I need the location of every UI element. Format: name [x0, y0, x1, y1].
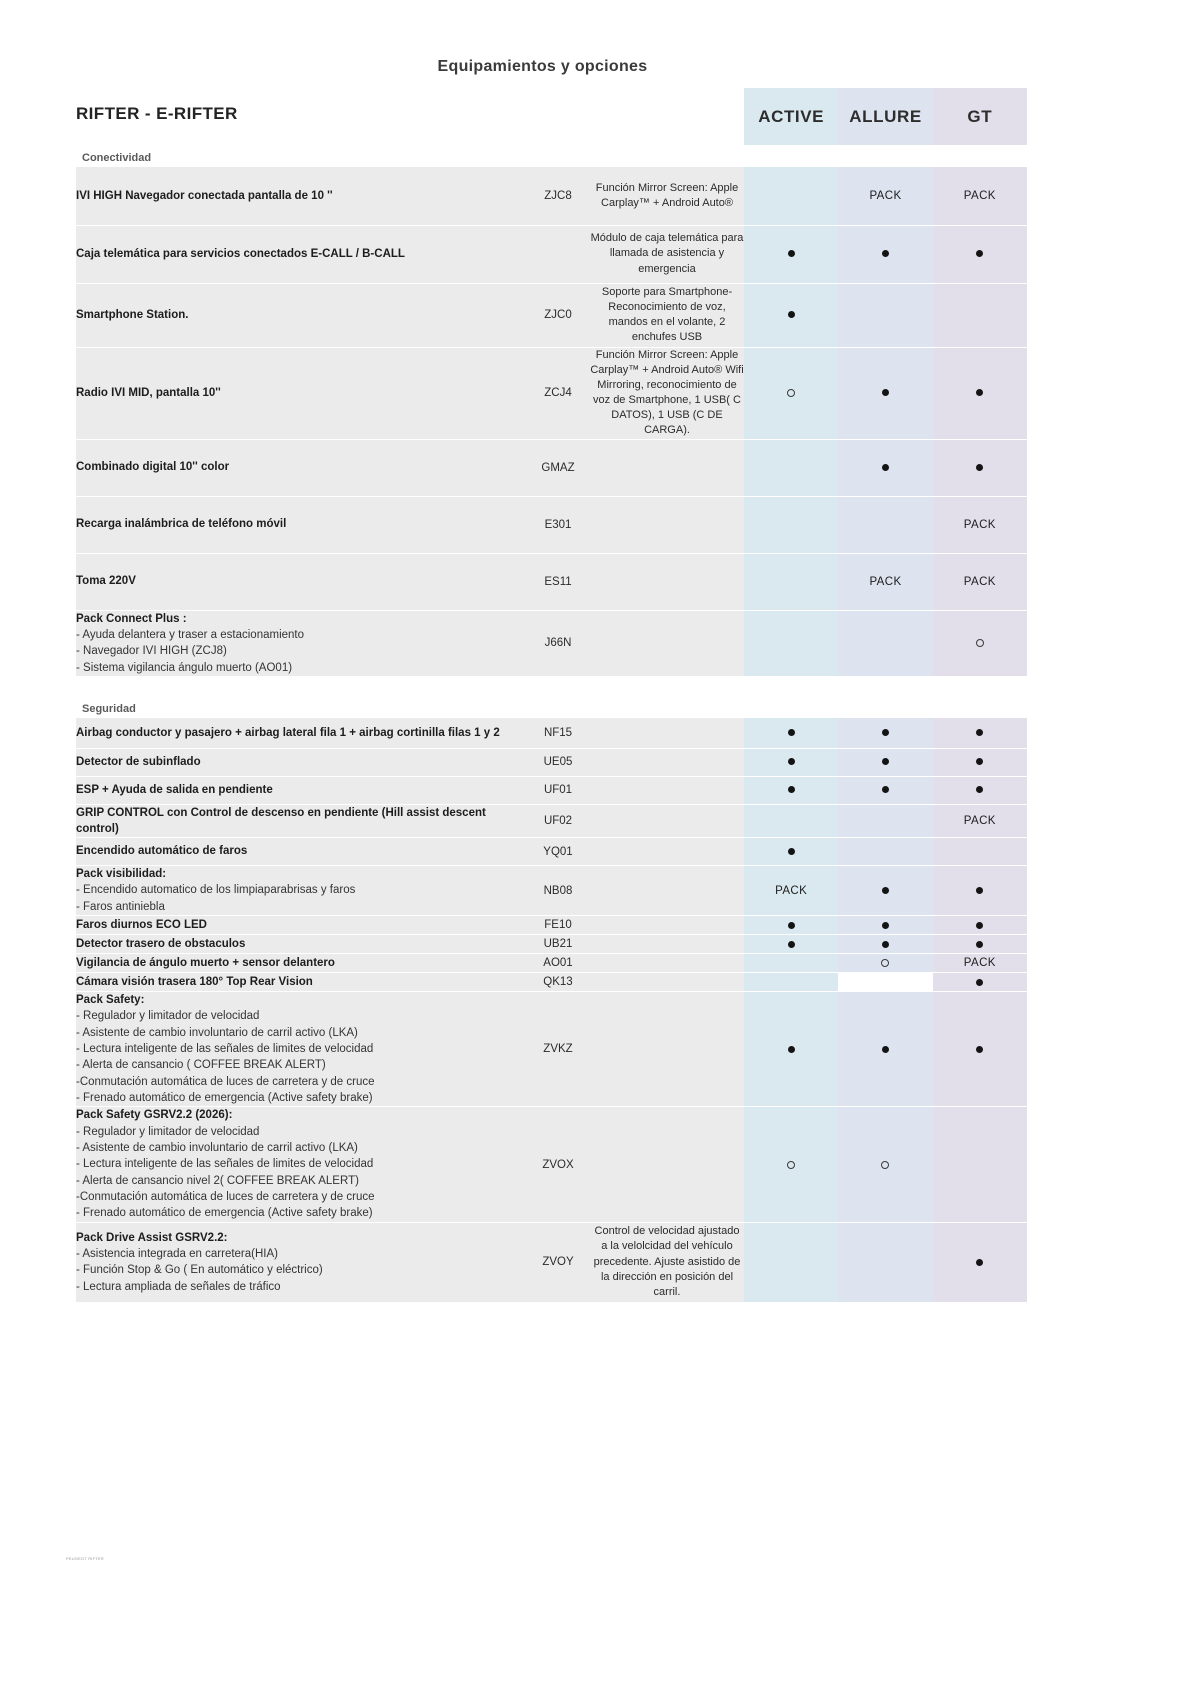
mark-cell-gt: [933, 1107, 1027, 1222]
feature-name-cell: [76, 916, 526, 935]
table-body-conectividad: [76, 167, 1027, 676]
standard-dot-icon: [788, 784, 795, 796]
mark-cell-active: [744, 992, 838, 1107]
pack-label: PACK: [963, 957, 996, 970]
feature-name-cell: [76, 776, 526, 804]
standard-dot-icon: [882, 885, 889, 897]
feature-code-cell: J66N: [526, 610, 590, 676]
feature-name: Pack Drive Assist GSRV2.2:: [76, 1231, 228, 1244]
feature-name: Encendido automático de faros: [76, 845, 248, 858]
page-title: Equipamientos y opciones: [437, 58, 648, 75]
optional-circle-icon: [881, 957, 889, 969]
table-row: [76, 553, 1027, 610]
feature-name: Caja telemática para servicios conectados E-CALL / B-CALL: [76, 247, 405, 260]
mark-cell-active: [744, 916, 838, 935]
mark-cell-allure: [838, 1222, 932, 1302]
standard-dot-icon: [976, 727, 983, 739]
feature-name: Cámara visión trasera 180° Top Rear Vision: [76, 975, 313, 988]
grade-column-header-allure: ALLURE: [838, 88, 932, 145]
feature-description-cell: Soporte para Smartphone- Reconocimiento de voz, mandos en el volante, 2 enchufes USB: [590, 283, 744, 347]
mark-cell-gt: [933, 838, 1027, 866]
mark-cell-active: [744, 439, 838, 496]
standard-dot-icon: [976, 1043, 983, 1055]
feature-name-cell: [76, 496, 526, 553]
mark-cell-allure: [838, 935, 932, 954]
mark-cell-active: [744, 496, 838, 553]
feature-description-cell: Función Mirror Screen: Apple Carplay™ + Android Auto® Wifi Mirroring, reconocimiento de voz de Smartphone, 1 USB( C DATOS), 1 USB (C DE CARGA).: [590, 347, 744, 439]
feature-detail-line: - Navegador IVI HIGH (ZCJ8): [76, 645, 227, 658]
mark-cell-allure: [838, 167, 932, 225]
table-row: [76, 804, 1027, 838]
feature-detail-line: - Alerta de cansancio ( COFFEE BREAK ALERT): [76, 1059, 326, 1072]
feature-detail-line: -Conmutación automática de luces de carretera y de cruce: [76, 1075, 375, 1088]
feature-code-cell: UB21: [526, 935, 590, 954]
table-row: [76, 283, 1027, 347]
standard-dot-icon: [976, 976, 983, 988]
feature-name-cell: [76, 748, 526, 776]
mark-cell-active: [744, 225, 838, 283]
model-title: RIFTER - E-RIFTER: [76, 104, 238, 123]
feature-description-cell: [590, 954, 744, 973]
standard-dot-icon: [882, 919, 889, 931]
feature-name: Pack visibilidad:: [76, 868, 167, 881]
grade-column-header-gt: GT: [933, 88, 1027, 145]
standard-dot-icon: [882, 938, 889, 950]
mark-cell-gt: [933, 954, 1027, 973]
table-row: [76, 992, 1027, 1107]
standard-dot-icon: [788, 1043, 795, 1055]
feature-name: ESP + Ayuda de salida en pendiente: [76, 783, 273, 796]
feature-code-cell: FE10: [526, 916, 590, 935]
mark-cell-allure: [838, 776, 932, 804]
standard-dot-icon: [976, 387, 983, 399]
mark-cell-allure: [838, 838, 932, 866]
mark-cell-active: [744, 838, 838, 866]
mark-cell-allure: [838, 916, 932, 935]
feature-detail-line: - Lectura inteligente de las señales de limites de velocidad: [76, 1158, 374, 1171]
feature-name: Toma 220V: [76, 575, 136, 588]
optional-circle-icon: [976, 637, 984, 649]
standard-dot-icon: [976, 462, 983, 474]
feature-code-cell: E301: [526, 496, 590, 553]
feature-description-cell: [590, 748, 744, 776]
feature-description-cell: [590, 610, 744, 676]
feature-description-cell: [590, 935, 744, 954]
feature-name-cell: [76, 838, 526, 866]
pack-label: PACK: [775, 884, 808, 897]
pack-label: PACK: [963, 518, 996, 531]
feature-name: GRIP CONTROL con Control de descenso en pendiente (Hill assist descent control): [76, 806, 486, 835]
feature-detail-line: - Frenado automático de emergencia (Active safety brake): [76, 1207, 373, 1220]
feature-code-cell: ES11: [526, 553, 590, 610]
mark-cell-gt: [933, 718, 1027, 748]
mark-cell-allure: [838, 553, 932, 610]
feature-detail-line: - Faros antiniebla: [76, 900, 165, 913]
feature-detail-line: - Frenado automático de emergencia (Active safety brake): [76, 1092, 373, 1105]
mark-cell-allure: [838, 496, 932, 553]
feature-name-cell: [76, 804, 526, 838]
pack-label: PACK: [869, 575, 902, 588]
feature-description-cell: [590, 1107, 744, 1222]
standard-dot-icon: [882, 784, 889, 796]
mark-cell-active: [744, 973, 838, 992]
feature-name-cell: [76, 1107, 526, 1222]
pack-label: PACK: [869, 189, 902, 202]
feature-detail-line: - Lectura ampliada de señales de tráfico: [76, 1280, 281, 1293]
mark-cell-gt: [933, 610, 1027, 676]
mark-cell-allure: [838, 748, 932, 776]
mark-cell-allure: [838, 347, 932, 439]
standard-dot-icon: [976, 938, 983, 950]
spec-table-conectividad: [76, 167, 1027, 677]
section-label-conectividad: Conectividad: [76, 145, 1027, 167]
feature-name: Pack Safety GSRV2.2 (2026):: [76, 1109, 233, 1122]
table-row: [76, 1107, 1027, 1222]
mark-cell-gt: [933, 283, 1027, 347]
feature-name: Recarga inalámbrica de teléfono móvil: [76, 518, 287, 531]
feature-name-cell: [76, 225, 526, 283]
optional-circle-icon: [787, 1159, 795, 1171]
feature-name: Pack Safety:: [76, 994, 145, 1007]
table-row: [76, 838, 1027, 866]
feature-description-cell: [590, 916, 744, 935]
feature-description-cell: [590, 439, 744, 496]
feature-name-cell: [76, 167, 526, 225]
feature-name: Radio IVI MID, pantalla 10'': [76, 386, 221, 399]
mark-cell-active: [744, 748, 838, 776]
feature-description-cell: [590, 838, 744, 866]
standard-dot-icon: [788, 309, 795, 321]
table-row: [76, 748, 1027, 776]
section-conectividad: [76, 145, 1027, 677]
feature-detail-line: - Encendido automatico de los limpiaparabrisas y faros: [76, 884, 356, 897]
mark-cell-active: [744, 553, 838, 610]
standard-dot-icon: [788, 938, 795, 950]
table-row: [76, 718, 1027, 748]
feature-name: Airbag conductor y pasajero + airbag lateral fila 1 + airbag cortinilla filas 1 y 2: [76, 726, 500, 739]
table-row: [76, 954, 1027, 973]
mark-cell-active: [744, 718, 838, 748]
table-row: [76, 167, 1027, 225]
feature-code-cell: UE05: [526, 748, 590, 776]
standard-dot-icon: [788, 919, 795, 931]
table-row: [76, 610, 1027, 676]
mark-cell-gt: [933, 439, 1027, 496]
feature-name: Detector de subinflado: [76, 755, 201, 768]
feature-name-cell: [76, 935, 526, 954]
table-row: [76, 935, 1027, 954]
optional-circle-icon: [787, 387, 795, 399]
feature-code-cell: NF15: [526, 718, 590, 748]
feature-detail-line: - Regulador y limitador de velocidad: [76, 1125, 260, 1138]
mark-cell-allure: [838, 973, 932, 992]
feature-code-cell: ZVKZ: [526, 992, 590, 1107]
table-row: [76, 776, 1027, 804]
feature-name: Smartphone Station.: [76, 308, 189, 321]
feature-name: Pack Connect Plus :: [76, 612, 187, 625]
feature-code-cell: GMAZ: [526, 439, 590, 496]
mark-cell-active: [744, 610, 838, 676]
feature-description-cell: Control de velocidad ajustado a la velolcidad del vehículo precedente. Ajuste asistido de la dirección en posición del carril.: [590, 1222, 744, 1302]
standard-dot-icon: [882, 387, 889, 399]
pack-label: PACK: [963, 189, 996, 202]
mark-cell-allure: [838, 992, 932, 1107]
mark-cell-gt: [933, 804, 1027, 838]
feature-name: IVI HIGH Navegador conectada pantalla de 10 '': [76, 189, 333, 202]
mark-cell-active: [744, 1222, 838, 1302]
feature-description-cell: [590, 496, 744, 553]
mark-cell-allure: [838, 954, 932, 973]
feature-detail-line: - Asistencia integrada en carretera(HIA): [76, 1247, 278, 1260]
feature-code-cell: UF02: [526, 804, 590, 838]
mark-cell-gt: [933, 935, 1027, 954]
feature-description-cell: [590, 718, 744, 748]
standard-dot-icon: [976, 248, 983, 260]
feature-name-cell: [76, 866, 526, 916]
feature-name-cell: [76, 973, 526, 992]
pack-label: PACK: [963, 575, 996, 588]
feature-code-cell: ZVOY: [526, 1222, 590, 1302]
feature-name-cell: [76, 1222, 526, 1302]
mark-cell-allure: [838, 439, 932, 496]
feature-name: Vigilancia de ángulo muerto + sensor delantero: [76, 956, 335, 969]
standard-dot-icon: [976, 784, 983, 796]
feature-code-cell: YQ01: [526, 838, 590, 866]
table-row: [76, 1222, 1027, 1302]
section-seguridad: [76, 696, 1027, 1303]
standard-dot-icon: [788, 248, 795, 260]
feature-code-cell: QK13: [526, 973, 590, 992]
mark-cell-active: [744, 347, 838, 439]
feature-name: Faros diurnos ECO LED: [76, 918, 207, 931]
feature-name-cell: [76, 954, 526, 973]
mark-cell-active: [744, 935, 838, 954]
mark-cell-gt: [933, 167, 1027, 225]
feature-name-cell: [76, 283, 526, 347]
feature-detail-line: - Alerta de cansancio nivel 2( COFFEE BREAK ALERT): [76, 1174, 359, 1187]
grade-column-header-active: ACTIVE: [744, 88, 838, 145]
feature-code-cell: ZCJ4: [526, 347, 590, 439]
mark-cell-allure: [838, 1107, 932, 1222]
feature-name-cell: [76, 610, 526, 676]
feature-code-cell: [526, 225, 590, 283]
table-row: [76, 225, 1027, 283]
section-label-seguridad: Seguridad: [76, 696, 1027, 718]
table-row: [76, 347, 1027, 439]
mark-cell-active: [744, 804, 838, 838]
feature-description-cell: Función Mirror Screen: Apple Carplay™ + Android Auto®: [590, 167, 744, 225]
standard-dot-icon: [976, 885, 983, 897]
feature-description-cell: [590, 776, 744, 804]
feature-description-cell: [590, 866, 744, 916]
mark-cell-active: [744, 1107, 838, 1222]
mark-cell-gt: [933, 973, 1027, 992]
feature-description-cell: [590, 992, 744, 1107]
mark-cell-allure: [838, 225, 932, 283]
feature-detail-line: - Función Stop & Go ( En automático y eléctrico): [76, 1264, 323, 1277]
standard-dot-icon: [882, 462, 889, 474]
standard-dot-icon: [788, 727, 795, 739]
spec-table-seguridad: [76, 718, 1027, 1303]
mark-cell-gt: [933, 916, 1027, 935]
feature-name: Combinado digital 10'' color: [76, 461, 230, 474]
mark-cell-gt: [933, 347, 1027, 439]
standard-dot-icon: [882, 727, 889, 739]
standard-dot-icon: [882, 1043, 889, 1055]
mark-cell-allure: [838, 610, 932, 676]
optional-circle-icon: [881, 1159, 889, 1171]
feature-detail-line: - Asistente de cambio involuntario de carril activo (LKA): [76, 1142, 358, 1155]
feature-detail-line: - Ayuda delantera y traser a estacionamiento: [76, 628, 305, 641]
mark-cell-active: [744, 167, 838, 225]
mark-cell-active: [744, 283, 838, 347]
feature-name-cell: [76, 553, 526, 610]
standard-dot-icon: [976, 919, 983, 931]
mark-cell-gt: [933, 776, 1027, 804]
mark-cell-allure: [838, 718, 932, 748]
mark-cell-active: [744, 954, 838, 973]
standard-dot-icon: [788, 846, 795, 858]
mark-cell-gt: [933, 748, 1027, 776]
feature-name-cell: [76, 439, 526, 496]
table-row: [76, 496, 1027, 553]
table-row: [76, 973, 1027, 992]
feature-code-cell: AO01: [526, 954, 590, 973]
standard-dot-icon: [882, 248, 889, 260]
feature-detail-line: - Regulador y limitador de velocidad: [76, 1010, 260, 1023]
feature-detail-line: -Conmutación automática de luces de carretera y de cruce: [76, 1191, 375, 1204]
feature-code-cell: NB08: [526, 866, 590, 916]
feature-name: Detector trasero de obstaculos: [76, 937, 246, 950]
grade-header-band: [744, 88, 1027, 145]
feature-name-cell: [76, 992, 526, 1107]
feature-name-cell: [76, 718, 526, 748]
table-row: [76, 866, 1027, 916]
feature-description-cell: [590, 973, 744, 992]
mark-cell-allure: [838, 866, 932, 916]
feature-detail-line: - Sistema vigilancia ángulo muerto (AO01): [76, 661, 293, 674]
standard-dot-icon: [882, 756, 889, 768]
feature-description-cell: [590, 553, 744, 610]
feature-code-cell: ZJC0: [526, 283, 590, 347]
mark-cell-active: [744, 776, 838, 804]
standard-dot-icon: [788, 756, 795, 768]
mark-cell-gt: [933, 225, 1027, 283]
mark-cell-gt: [933, 1222, 1027, 1302]
feature-code-cell: ZJC8: [526, 167, 590, 225]
table-row: [76, 916, 1027, 935]
standard-dot-icon: [976, 1256, 983, 1268]
feature-detail-line: - Lectura inteligente de las señales de limites de velocidad: [76, 1043, 374, 1056]
feature-code-cell: UF01: [526, 776, 590, 804]
standard-dot-icon: [976, 756, 983, 768]
mark-cell-gt: [933, 496, 1027, 553]
mark-cell-allure: [838, 804, 932, 838]
feature-name-cell: [76, 347, 526, 439]
mark-cell-gt: [933, 866, 1027, 916]
footer-code: PEUGEOT RIFTER: [66, 1556, 104, 1561]
table-body-seguridad: [76, 718, 1027, 1302]
mark-cell-active: [744, 866, 838, 916]
mark-cell-allure: [838, 283, 932, 347]
pack-label: PACK: [963, 814, 996, 827]
table-row: [76, 439, 1027, 496]
feature-code-cell: ZVOX: [526, 1107, 590, 1222]
feature-description-cell: Módulo de caja telemática para llamada de asistencia y emergencia: [590, 225, 744, 283]
feature-description-cell: [590, 804, 744, 838]
mark-cell-gt: [933, 992, 1027, 1107]
mark-cell-gt: [933, 553, 1027, 610]
feature-detail-line: - Asistente de cambio involuntario de carril activo (LKA): [76, 1026, 358, 1039]
